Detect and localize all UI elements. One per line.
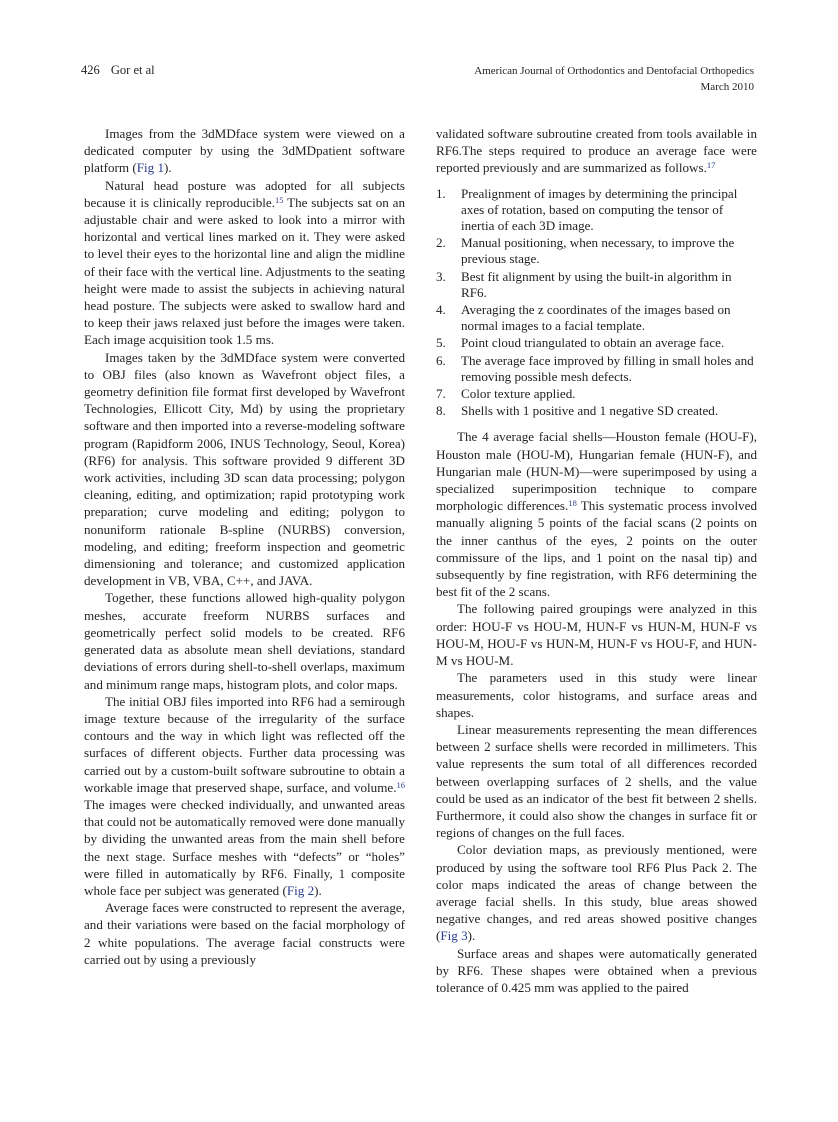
paragraph: Average faces were constructed to represent the average, and their variations were based on the facial morphology of 2 white populations. The average facial constructs were carried out by using a previously xyxy=(84,900,405,967)
right-column xyxy=(436,125,757,996)
list-item: 8. Shells with 1 positive and 1 negative SD created. xyxy=(436,403,719,419)
list-item: 3. Best fit alignment by using the built-in algorithm in RF6. xyxy=(436,268,732,300)
list-item: 2. Manual positioning, when necessary, to improve the previous stage. xyxy=(436,235,735,267)
list-item: 6. The average face improved by filling in small holes and removing possible mesh defects. xyxy=(436,352,754,384)
running-header-right xyxy=(474,63,754,95)
running-authors: Gor et al xyxy=(110,63,155,77)
figure-link-fig2[interactable]: Fig 2 xyxy=(286,882,315,898)
paragraph: validated software subroutine created from tools available in RF6.The steps required to produce an average face were reported previously and are summarized as follows.$^{17}$ xyxy=(436,126,757,176)
list-item: 1. Prealignment of images by determining the principal axes of rotation, based on computing the tensor of inertia of each 3D image. xyxy=(436,185,738,234)
citation-link[interactable]: 16 xyxy=(396,779,405,790)
paragraph: Images taken by the 3dMDface system were converted to OBJ files (also known as Wavefront object files, a geometry definition file format first developed by Wavefront Technologies, Ellicott City, Md) by using the proprietary software and then imported into a reverse-modeling software program (Rapidform 2006, INUS Technology, Seoul, Korea) (RF6) for analysis. This software provided 9 different 3D work activities, including 3D scan data processing; polygon cleaning, editing, and optimization; rapid prototyping work preparation; curve modeling and editing; polygon to nonuniform rationale B-spline (NURBS) conversion, modeling, and editing; freeform inspection and geometric dimensioning and tolerance; and customized application development in VB, VBA, C++, and JAVA. xyxy=(84,349,405,589)
figure-link-fig3[interactable]: Fig 3 xyxy=(440,928,468,944)
paragraph: The 4 average facial shells—Houston female (HOU-F), Houston male (HOU-M), Hungarian female (HUN-F), and Hungarian male (HUN-M)—were superimposed by using a specialized superimposition technique to compare morphologic differences.$^{18}$ This systematic process involved manually aligning 5 points of the facial scans (2 points on the inner canthus of the eyes, 2 points on the outer commissure of the lips, and 1 point on the nasal tip) and subsequently by fine registration, with RF6 determining the best fit of the 2 scans. xyxy=(436,429,757,600)
page-number: 426 xyxy=(81,63,100,77)
paragraph: The following paired groupings were analyzed in this order: HOU-F vs HOU-M, HUN-F vs HUN-M, HUN-F vs HOU-M, HOU-F vs HUN-M, HUN-F vs HOU-F, and HUN-M vs HOU-M. xyxy=(436,601,757,669)
running-header-left xyxy=(81,63,155,78)
paragraph: Linear measurements representing the mean differences between 2 surface shells were recorded in millimeters. This value represents the sum total of all differences recorded between overlapping surfaces of 2 shells, and the value could be used as an indicator of the best fit between 2 shells. Furthermore, it could also show the changes in surface fit or regions of changes on the full faces. xyxy=(436,721,757,841)
journal-title: American Journal of Orthodontics and Dentofacial Orthopedics xyxy=(474,65,754,77)
numbered-steps-list xyxy=(436,186,757,420)
paragraph: Color deviation maps, as previously mentioned, were produced by using the software tool RF6 Plus Pack 2. The color maps indicated the areas of change between the average facial shells. In this study, blue areas showed negative changes, and red areas showed positive changes (Fig 3). xyxy=(436,842,757,944)
paragraph: The initial OBJ files imported into RF6 had a semirough image texture because of the irregularity of the surface contours and the way in which light was reflected off the surfaces of different objects. Further data processing was carried out by a custom-built software subroutine to obtain a workable image that preserved shape, surface, and volume.$^{16}$ The images were checked individually, and unwanted areas that could not be automatically removed were done manually by dividing the unwanted areas from the main shell before the next stage. Surface meshes with “defects” or “holes” were filled in automatically by RF6. Finally, 1 composite whole face per subject was generated (Fig 2). xyxy=(84,693,405,898)
citation-link[interactable]: 15 xyxy=(274,194,284,205)
paragraph: Images from the 3dMDface system were viewed on a dedicated computer by using the 3dMDpatient software platform (Fig 1). xyxy=(84,126,405,176)
list-item: 4. Averaging the z coordinates of the images based on normal images to a facial template. xyxy=(436,302,731,334)
issue-date: March 2010 xyxy=(700,81,754,93)
paragraph: The parameters used in this study were linear measurements, color histograms, and surface areas and shapes. xyxy=(436,670,757,720)
citation-link[interactable]: 18 xyxy=(568,498,577,509)
citation-link[interactable]: 17 xyxy=(706,160,716,171)
list-item: 7. Color texture applied. xyxy=(436,386,576,402)
paragraph: Together, these functions allowed high-quality polygon meshes, accurate freeform NURBS surfaces and geometrically perfect solid models to be created. RF6 generated data as absolute mean shell deviations, standard deviations of errors during shell-to-shell overlaps, maximum and minimum range maps, histogram plots, and color maps. xyxy=(84,590,405,692)
paragraph: Natural head posture was adopted for all subjects because it is clinically reproducible.$^{15}$ The subjects sat on an adjustable chair and were asked to look into a mirror with horizontal and vertical lines marked on it. They were asked to level their eyes to the horizontal line and align the midline of their face with the vertical line. Adjustments to the seating height were made to assist the subjects in achieving natural head posture. The subjects were asked to swallow hard and to keep their jaws relaxed just before the images were taken. Each image acquisition took 1.5 ms. xyxy=(84,177,405,348)
figure-link-fig1[interactable]: Fig 1 xyxy=(136,160,165,176)
left-column xyxy=(84,125,405,968)
list-item: 5. Point cloud triangulated to obtain an average face. xyxy=(436,335,725,351)
paragraph: Surface areas and shapes were automatically generated by RF6. These shapes were obtained when a previous tolerance of 0.425 mm was applied to the paired xyxy=(436,945,757,995)
